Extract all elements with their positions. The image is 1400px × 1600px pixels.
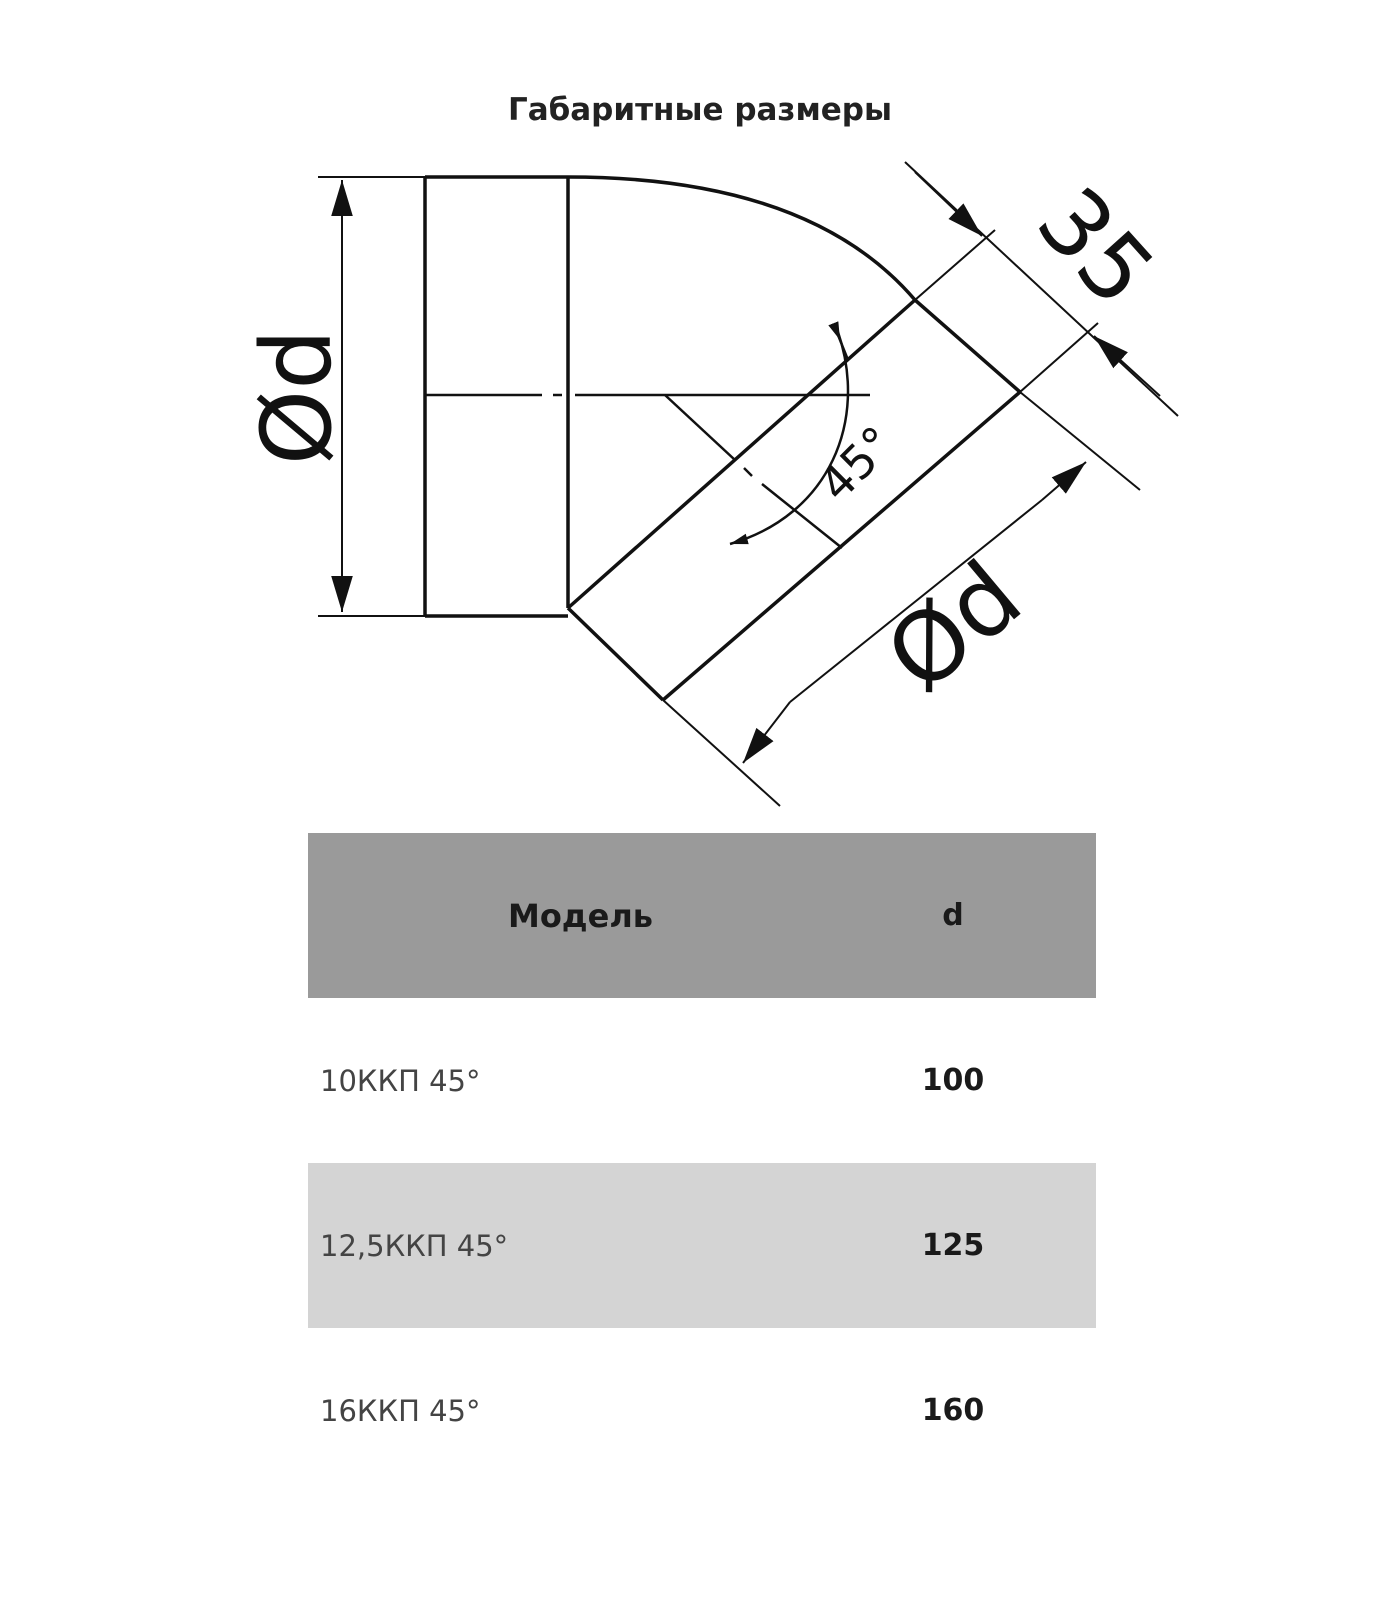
d-cell: 125: [921, 1228, 985, 1263]
table-row: [308, 1163, 1096, 1328]
model-cell: 10ККП 45°: [320, 1063, 481, 1098]
table-header-row: [308, 833, 1096, 998]
length-label: 35: [1016, 167, 1175, 327]
model-cell: 16ККП 45°: [320, 1393, 481, 1428]
table-row: [308, 1328, 1096, 1493]
left-diameter-label: Ød: [241, 328, 353, 466]
d-cell: 100: [921, 1063, 985, 1098]
length-dimension: [905, 162, 1178, 416]
right-diameter-label: Ød: [865, 539, 1043, 714]
page-title: Габаритные размеры: [507, 92, 893, 128]
dimensions-table: [308, 833, 1096, 1493]
model-cell: 12,5ККП 45°: [320, 1228, 509, 1263]
d-cell: 160: [921, 1393, 985, 1428]
table-row: [308, 998, 1096, 1163]
angle-label: 45°: [808, 415, 905, 512]
header-d: d: [942, 898, 964, 933]
header-model: Модель: [507, 896, 654, 935]
angle-dimension: [730, 330, 848, 544]
centre-lines: [425, 395, 870, 548]
